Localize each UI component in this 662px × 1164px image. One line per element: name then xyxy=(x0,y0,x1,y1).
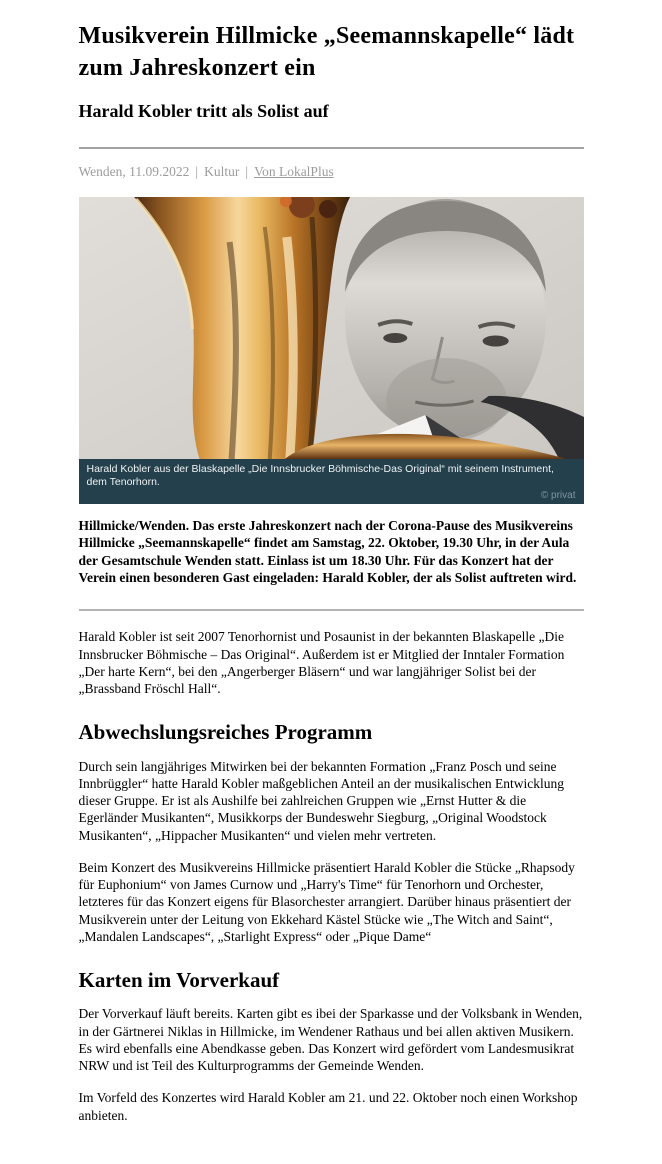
article-photo xyxy=(79,197,584,459)
photo-caption-bar xyxy=(79,459,584,504)
body-paragraph: Der Vorverkauf läuft bereits. Karten gibt es ibei der Sparkasse und der Volksbank in Wenden, in der Gärtnerei Niklas in Hillmicke, im Wendener Rathaus und bei allen aktiven Musikern. Es wird ebenfalls eine Abendkasse geben. Das Konzert wird gefördert vom Landesmusikrat NRW und ist Teil des Kulturprogramms der Gemeinde Wenden. xyxy=(78,1006,583,1074)
photo-caption: Harald Kobler aus der Blaskapelle „Die Innsbrucker Böhmische-Das Original“ mit seinem Instrument, dem Tenorhorn. xyxy=(86,462,554,489)
section-heading-vorverkauf: Karten im Vorverkauf xyxy=(78,968,280,993)
byline-link[interactable]: Von LokalPlus xyxy=(254,163,334,179)
divider-body xyxy=(79,609,584,611)
photo-credit: © privat xyxy=(540,490,576,502)
section-heading-programm: Abwechslungsreiches Programm xyxy=(78,720,373,745)
meta-separator: | xyxy=(245,163,249,179)
body-paragraph: Beim Konzert des Musikvereins Hillmicke präsentiert Harald Kobler die Stücke „Rhapsody für Euphonium“ von James Curnow und „Harry's Time“ für Tenorhorn und Orchester, letzteres für das Konzert eigens für Blasorchester arrangiert. Darüber hinaus präsentiert der Musikverein unter der Leitung von Ekkehard Kästel Stücke wie „The Witch and Saint“, „Mandalen Landscapes“, „Starlight Express“ oder „Pique Dame“ xyxy=(78,859,575,944)
article-subtitle: Harald Kobler tritt als Solist auf xyxy=(78,101,329,122)
body-paragraph: Durch sein langjähriges Mitwirken bei der bekannten Formation „Franz Posch und seine Innbrüggler“ hatte Harald Kobler maßgeblichen Anteil an der musikalischen Entwicklung dieser Gruppe. Er ist als Aushilfe bei zahlreichen Gruppen wie „Ernst Hutter & die Egerländer Musikanten“, Musikkorps der Bundeswehr Siegburg, „Original Woodstock Musikanten“, „Hippacher Musikanten“ und vielen mehr vertreten. xyxy=(78,758,564,843)
bottom-spacer xyxy=(79,1124,584,1164)
page-title: Musikverein Hillmicke „Seemannskapelle“ lädt zum Jahreskonzert ein xyxy=(78,23,575,81)
meta-separator: | xyxy=(195,163,199,179)
category-label: Kultur xyxy=(204,163,240,179)
dateline: Wenden, 11.09.2022 xyxy=(78,163,190,179)
article-container xyxy=(79,0,584,1164)
article-figure xyxy=(79,197,584,504)
divider-top xyxy=(79,147,584,149)
lead-paragraph: Hillmicke/Wenden. Das erste Jahreskonzert nach der Corona-Pause des Musikvereins Hillmicke „Seemannskapelle“ findet am Samstag, 22. Oktober, 19.30 Uhr, in der Aula der Gesamtschule Wenden statt. Einlass ist um 18.30 Uhr. Für das Konzert hat der Verein einen besonderen Gast eingeladen: Harald Kobler, der als Solist auftreten wird. xyxy=(78,518,577,585)
body-paragraph: Im Vorfeld des Konzertes wird Harald Kobler am 21. und 22. Oktober noch einen Workshop anbieten. xyxy=(78,1090,578,1123)
intro-paragraph: Harald Kobler ist seit 2007 Tenorhornist und Posaunist in der bekannten Blaskapelle „Die Innsbrucker Böhmische – Das Original“. Außerdem ist er Mitglied der Inntaler Formation „Der harte Kern“, bei den „Angerberger Bläsern“ und war langjähriger Solist bei der „Brassband Fröschl Hall“. xyxy=(78,629,565,697)
article-meta xyxy=(79,164,584,180)
